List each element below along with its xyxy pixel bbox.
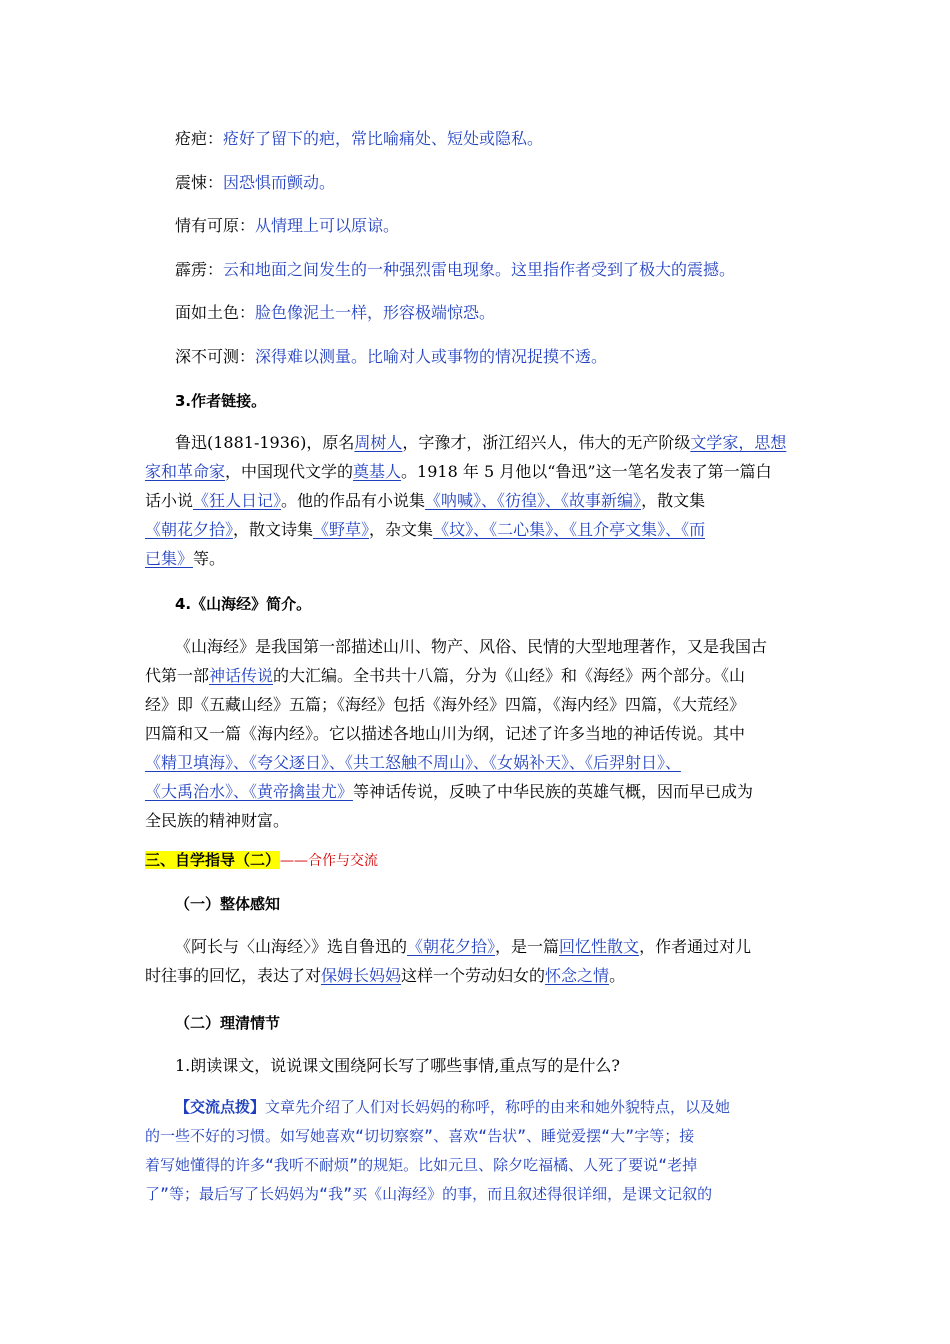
vocab-item bbox=[175, 259, 735, 281]
link-myth-titles-2[interactable]: 《大禹治水》、《黄帝擒蚩尤》 bbox=[145, 782, 354, 801]
text: 全民族的精神财富。 bbox=[145, 811, 290, 830]
vocab-term: 震悚： bbox=[175, 173, 224, 192]
vocab-term: 霹雳： bbox=[175, 260, 224, 279]
vocab-item bbox=[175, 215, 399, 237]
vocab-item bbox=[175, 346, 607, 368]
vocab-definition: 脸色像泥土一样，形容极端惊恐。 bbox=[255, 303, 496, 322]
vocab-item bbox=[175, 128, 543, 150]
vocab-definition: 深得难以测量。比喻对人或事物的情况捉摸不透。 bbox=[255, 347, 608, 366]
author-paragraph bbox=[145, 428, 807, 573]
text: 代第一部 bbox=[145, 666, 210, 685]
link-writer-thinker[interactable]: 文学家，思想 bbox=[690, 433, 787, 452]
link-myths[interactable]: 神话传说 bbox=[209, 666, 274, 685]
vocab-term: 深不可测： bbox=[175, 347, 256, 366]
vocab-definition: 疮好了留下的疤，常比喻痛处、短处或隐私。 bbox=[223, 129, 544, 148]
link-memoir-essay[interactable]: 回忆性散文 bbox=[559, 937, 640, 956]
shanhai-paragraph bbox=[145, 632, 807, 835]
link-wild-grass[interactable]: 《野草》 bbox=[313, 520, 370, 539]
text: 等。 bbox=[193, 549, 226, 568]
text: 的一些不好的习惯。如写她喜欢“切切察察”、喜欢“告状”、睡觉爱摆“大”字等；接 bbox=[145, 1127, 695, 1145]
question-1: 1.朗读课文，说说课文围绕阿长写了哪些事情,重点写的是什么? bbox=[175, 1056, 620, 1075]
text: 了”等；最后写了长妈妈为“我”买《山海经》的事，而且叙述得很详细，是课文记叙的 bbox=[145, 1185, 713, 1203]
text: 时往事的回忆，表达了对 bbox=[145, 966, 322, 985]
vocab-definition: 云和地面之间发生的一种强烈雷电现象。这里指作者受到了极大的震撼。 bbox=[223, 260, 736, 279]
exchange-label: 【交流点拨】 bbox=[175, 1098, 266, 1116]
text: 着写她懂得的许多“我听不耐烦”的规矩。比如元旦、除夕吃福橘、人死了要说“老掉 bbox=[145, 1156, 698, 1174]
vocab-item bbox=[175, 172, 335, 194]
overall-heading: （一）整体感知 bbox=[175, 895, 281, 913]
section-title-highlight: 三、自学指导（二） bbox=[145, 851, 281, 869]
text: 话小说 bbox=[145, 491, 194, 510]
link-revolutionary[interactable]: 家和革命家 bbox=[145, 462, 226, 481]
link-novel-collections[interactable]: 《呐喊》、《彷徨》、《故事新编》 bbox=[425, 491, 642, 510]
overall-paragraph bbox=[145, 932, 807, 990]
link-nanny[interactable]: 保姆长妈妈 bbox=[321, 966, 402, 985]
link-madman-diary[interactable]: 《狂人日记》 bbox=[193, 491, 282, 510]
section-title bbox=[145, 849, 378, 872]
link-morning-flowers[interactable]: 《朝花夕拾》 bbox=[145, 520, 234, 539]
text: 文章先介绍了人们对长妈妈的称呼，称呼的由来和她外貌特点，以及她 bbox=[265, 1098, 731, 1116]
link-morning-flowers-2[interactable]: 《朝花夕拾》 bbox=[407, 937, 496, 956]
vocab-term: 情有可原： bbox=[175, 216, 256, 235]
text: ，杂文集 bbox=[369, 520, 434, 539]
text: 。 bbox=[609, 966, 626, 985]
author-heading: 3.作者链接。 bbox=[175, 392, 267, 410]
vocab-definition: 因恐惧而颤动。 bbox=[223, 173, 336, 192]
text: 四篇和又一篇《海内经》。它以描述各地山川为纲，记述了许多当地的神话传说。其中 bbox=[145, 724, 746, 743]
text: ，作者通过对儿 bbox=[639, 937, 752, 956]
vocab-item bbox=[175, 302, 495, 324]
text: 《阿长与〈山海经〉》选自鲁迅的 bbox=[175, 937, 408, 956]
exchange-paragraph bbox=[145, 1093, 807, 1209]
text: 鲁迅(1881-1936)，原名 bbox=[175, 433, 355, 452]
vocab-definition: 从情理上可以原谅。 bbox=[255, 216, 400, 235]
link-zhou-shuren[interactable]: 周树人 bbox=[354, 433, 403, 452]
text: 《山海经》是我国第一部描述山川、物产、风俗、民情的大型地理著作，又是我国古 bbox=[175, 637, 768, 656]
link-myth-titles[interactable]: 《精卫填海》、《夸父逐日》、《共工怒触不周山》、《女娲补天》、《后羿射日》、 bbox=[145, 753, 682, 772]
text: 。1918 年 5 月他以“鲁迅”这一笔名发表了第一篇白 bbox=[401, 462, 772, 481]
link-nostalgia[interactable]: 怀念之情 bbox=[545, 966, 610, 985]
text: 的大汇编。全书共十八篇，分为《山经》和《海经》两个部分。《山 bbox=[273, 666, 746, 685]
text: ，散文集 bbox=[641, 491, 706, 510]
link-founder[interactable]: 奠基人 bbox=[353, 462, 402, 481]
section-subtitle: ——合作与交流 bbox=[280, 853, 379, 869]
text: ，是一篇 bbox=[495, 937, 560, 956]
text: 这样一个劳动妇女的 bbox=[401, 966, 546, 985]
text: ，中国现代文学的 bbox=[225, 462, 354, 481]
vocab-term: 面如土色： bbox=[175, 303, 256, 322]
vocab-term: 疮疤： bbox=[175, 129, 224, 148]
text: 经》即《五藏山经》五篇；《海经》包括《海外经》四篇，《海内经》四篇，《大荒经》 bbox=[145, 695, 746, 714]
link-eryi-ji[interactable]: 已集》 bbox=[145, 549, 194, 568]
text: ，散文诗集 bbox=[233, 520, 314, 539]
shanhai-heading: 4.《山海经》简介。 bbox=[175, 595, 312, 613]
link-essay-collections[interactable]: 《坟》、《二心集》、《且介亭文集》、《而 bbox=[433, 520, 706, 539]
text: 等神话传说，反映了中华民族的英雄气概，因而早已成为 bbox=[353, 782, 754, 801]
plot-heading: （二）理清情节 bbox=[175, 1014, 281, 1032]
text: 。他的作品有小说集 bbox=[281, 491, 426, 510]
text: ，字豫才，浙江绍兴人，伟大的无产阶级 bbox=[402, 433, 691, 452]
